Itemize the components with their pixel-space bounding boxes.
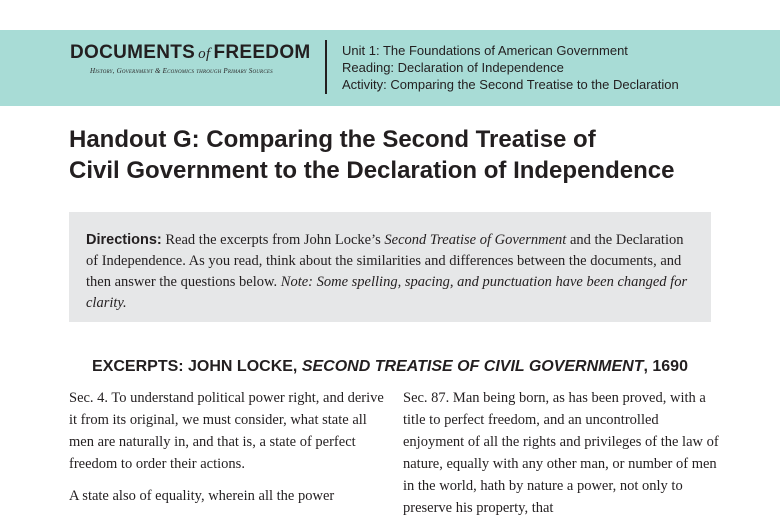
excerpt-paragraph: Sec. 4. To understand political power right, and derive it from its original, we must consider, what state all men are naturally in, and that is, a state of perfect freedom to order their actions. bbox=[69, 390, 384, 472]
unit-info bbox=[342, 42, 679, 93]
brand-subtitle: History, Government & Economics through Primary Sources bbox=[90, 67, 273, 75]
reading-line: Reading: Declaration of Independence bbox=[342, 60, 564, 75]
excerpt-column-left bbox=[69, 387, 385, 517]
page-title-line2: Civil Government to the Declaration of Independence bbox=[69, 157, 675, 184]
brand-title-of: of bbox=[198, 46, 211, 62]
directions-work-title: Second Treatise of Government bbox=[384, 232, 567, 248]
unit-line: Unit 1: The Foundations of American Government bbox=[342, 43, 628, 58]
directions-box bbox=[69, 212, 711, 322]
header-divider bbox=[325, 40, 327, 94]
brand-title bbox=[70, 42, 310, 64]
directions-note: Note: Some spelling, spacing, and punctuation have been changed for clarity. bbox=[86, 274, 688, 311]
directions-label: Directions: bbox=[86, 232, 162, 248]
activity-line: Activity: Comparing the Second Treatise to the Declaration bbox=[342, 77, 679, 92]
excerpt-heading-suffix: , 1690 bbox=[643, 358, 688, 375]
brand-logo bbox=[70, 42, 310, 75]
excerpt-heading-prefix: EXCERPTS: JOHN LOCKE, bbox=[92, 358, 302, 375]
page-title-line1: Handout G: Comparing the Second Treatise of bbox=[69, 126, 596, 153]
page-title bbox=[69, 124, 729, 186]
excerpt-heading-title: SECOND TREATISE OF CIVIL GOVERNMENT bbox=[301, 358, 644, 375]
excerpt-paragraph: Sec. 87. Man being born, as has been proved, with a title to perfect freedom, and an uncontrolled enjoyment of all the rights and privileges of the law of nature, equally with any other man, or number of men in the world, hath by nature a power, not only to preserve his property, that bbox=[403, 390, 719, 516]
excerpt-heading bbox=[0, 358, 780, 376]
brand-title-part2: FREEDOM bbox=[213, 42, 311, 63]
brand-title-part1: DOCUMENTS bbox=[70, 42, 196, 63]
directions-text-part2: and the Declaration of Independence. As you read, think about the similarities and differences between the documents, and then answer the questions below. bbox=[86, 232, 684, 290]
excerpt-column-right bbox=[403, 387, 719, 529]
directions-text bbox=[86, 230, 698, 314]
directions-text-part1: Read the excerpts from John Locke’s bbox=[161, 232, 385, 248]
excerpt-paragraph: A state also of equality, wherein all the power bbox=[69, 488, 335, 504]
page-header bbox=[0, 30, 780, 106]
